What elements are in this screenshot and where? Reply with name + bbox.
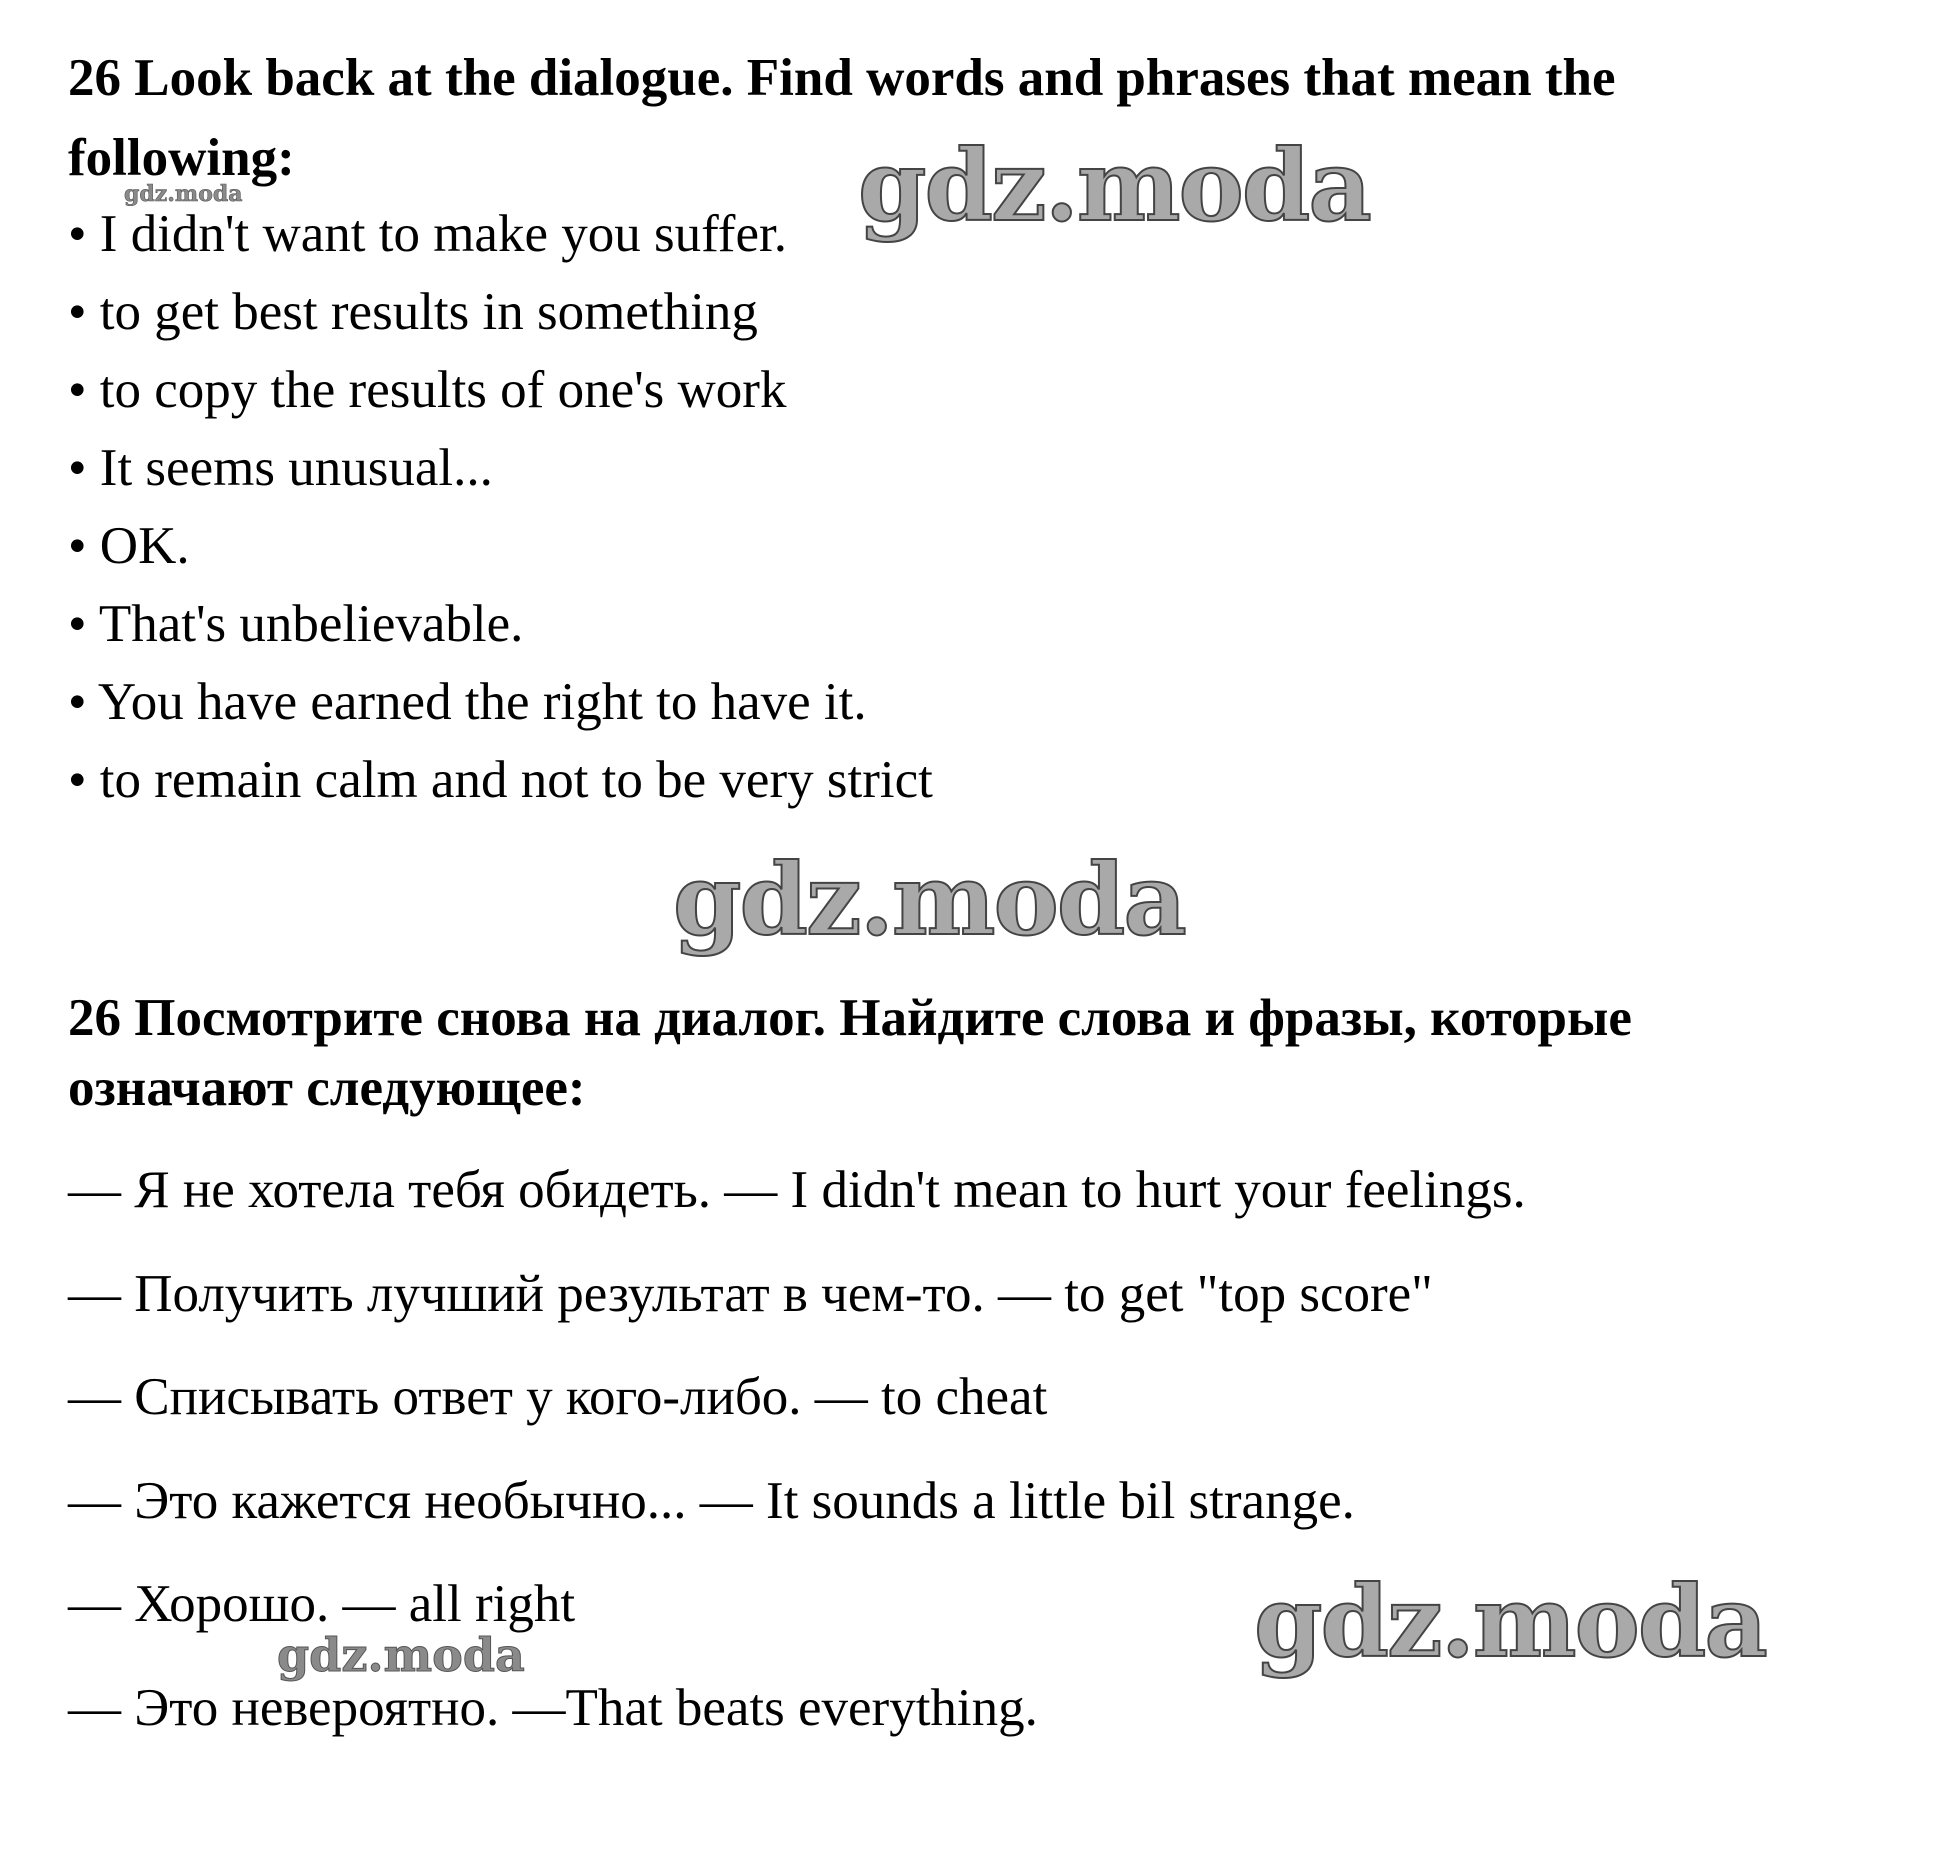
- list-item: • OK.: [68, 517, 190, 575]
- list-item: • You have earned the right to have it.: [68, 673, 867, 731]
- list-item: • I didn't want to make you suffer.: [68, 205, 787, 263]
- watermark-small: gdz.moda: [277, 1628, 525, 1682]
- watermark: gdz.moda: [673, 843, 1185, 958]
- answer-item: — Списывать ответ у кого-либо. — to cheat: [68, 1368, 1048, 1426]
- list-item: • to get best results in something: [68, 283, 758, 341]
- answer-item: — Получить лучший результат в чем-то. — to get "top score": [68, 1265, 1433, 1323]
- task-ru-title-line1: 26 Посмотрите снова на диалог. Найдите слова и фразы, которые: [68, 989, 1632, 1047]
- list-item: • to copy the results of one's work: [68, 361, 787, 419]
- watermark: gdz.moda: [858, 129, 1370, 244]
- answer-item: — Хорошо. — all right: [68, 1575, 576, 1633]
- task-ru-title-line2: означают следующее:: [68, 1059, 586, 1117]
- task-en-title-line2: following:: [68, 129, 295, 187]
- list-item: • to remain calm and not to be very strict: [68, 751, 933, 809]
- watermark: gdz.moda: [1254, 1565, 1766, 1680]
- answer-item: — Это кажется необычно... — It sounds a little bil strange.: [68, 1472, 1355, 1530]
- list-item: • That's unbelievable.: [68, 595, 524, 653]
- watermark-small: gdz.moda: [124, 181, 243, 207]
- answer-item: — Это невероятно. —That beats everything.: [68, 1679, 1038, 1737]
- answer-item: — Я не хотела тебя обидеть. — I didn't mean to hurt your feelings.: [68, 1161, 1526, 1219]
- list-item: • It seems unusual...: [68, 439, 493, 497]
- task-en-title-line1: 26 Look back at the dialogue. Find words and phrases that mean the: [68, 49, 1616, 107]
